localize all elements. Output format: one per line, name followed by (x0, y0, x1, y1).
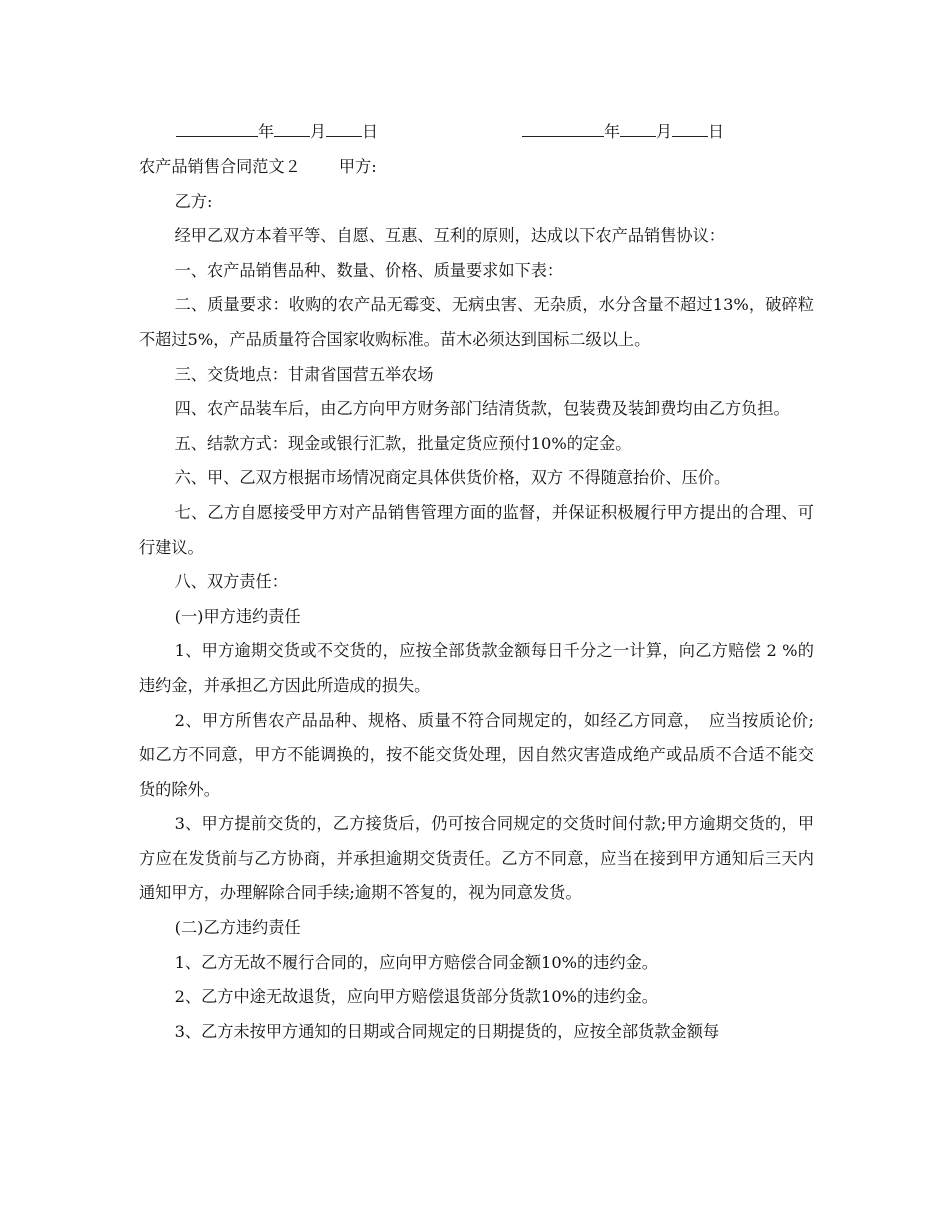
title-line (139, 150, 814, 185)
year-label: 年 (258, 122, 275, 141)
subsection-heading: (二)乙方违约责任 (174, 918, 301, 938)
day-blank (326, 120, 362, 137)
subsection-heading: (一)甲方违约责任 (174, 606, 301, 626)
day-blank (672, 120, 708, 137)
year-blank (522, 120, 604, 137)
paragraph: 2、乙方中途无故退货，应向甲方赔偿退货部分货款10%的违约金。 (174, 987, 658, 1007)
paragraph: 1、甲方逾期交货或不交货的，应按全部货款金额每日千分之一计算，向乙方赔偿 2 %的违约金，并承担乙方因此所造成的损失。 (139, 641, 814, 695)
date-line-right (522, 120, 724, 142)
paragraph: 3、甲方提前交货的，乙方接货后，仍可按合同规定的交货时间付款;甲方逾期交货的，甲方应在发货前与乙方协商，并承担逾期交货责任。乙方不同意，应当在接到甲方通知后三天内通知甲方，办理解除合同手续;逾期不答复的，视为同意发货。 (139, 814, 814, 903)
day-label: 日 (708, 122, 725, 141)
paragraph: 五、结款方式：现金或银行汇款，批量定货应预付10%的定金。 (174, 433, 632, 453)
year-label: 年 (604, 122, 621, 141)
day-label: 日 (362, 122, 379, 141)
paragraph: 二、质量要求：收购的农产品无霉变、无病虫害、无杂质，水分含量不超过13%，破碎粒不超过5%，产品质量符合国家收购标准。苗木必须达到国标二级以上。 (139, 295, 814, 349)
year-blank (176, 120, 258, 137)
month-label: 月 (656, 122, 673, 141)
party-a-label: 甲方: (338, 157, 377, 176)
paragraph: 四、农产品装车后，由乙方向甲方财务部门结清货款，包装费及装卸费均由乙方负担。 (174, 399, 790, 419)
paragraph: 三、交货地点：甘肃省国营五举农场 (174, 364, 434, 384)
section-heading: 八、双方责任： (174, 572, 288, 592)
paragraph: 六、甲、乙双方根据市场情况商定具体供货价格，双方 不得随意抬价、压价。 (174, 468, 731, 488)
month-label: 月 (310, 122, 327, 141)
document-body (139, 150, 814, 1049)
month-blank (274, 120, 310, 137)
paragraph: 经甲乙双方本着平等、自愿、互惠、互利的原则，达成以下农产品销售协议： (174, 226, 725, 246)
paragraph: 2、甲方所售农产品品种、规格、质量不符合同规定的，如经乙方同意， 应当按质论价; 如乙方不同意，甲方不能调换的，按不能交货处理，因自然灾害造成绝产或品质不合适不能交货的除外。 (139, 710, 814, 799)
month-blank (620, 120, 656, 137)
date-line-left (176, 120, 378, 142)
paragraph: 七、乙方自愿接受甲方对产品销售管理方面的监督，并保证积极履行甲方提出的合理、可行建议。 (139, 502, 814, 557)
document-title: 农产品销售合同范文２ (139, 157, 301, 176)
paragraph: 3、乙方未按甲方通知的日期或合同规定的日期提货的，应按全部货款金额每 (174, 1021, 720, 1041)
paragraph: 一、农产品销售品种、数量、价格、质量要求如下表： (174, 260, 564, 280)
party-b-label: 乙方: (174, 191, 213, 211)
paragraph: 1、乙方无故不履行合同的，应向甲方赔偿合同金额10%的违约金。 (174, 952, 658, 972)
